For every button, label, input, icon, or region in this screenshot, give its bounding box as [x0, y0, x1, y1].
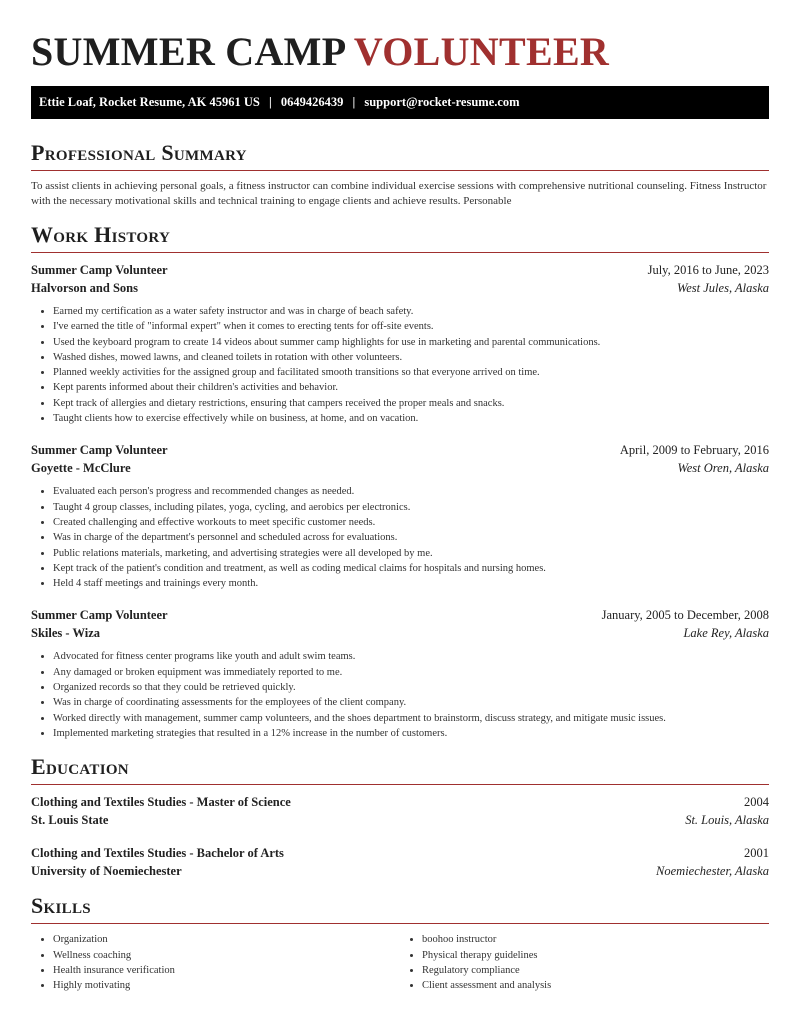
contact-email: support@rocket-resume.com — [364, 95, 520, 109]
section-title-skills: Skills — [31, 893, 91, 919]
job-position: Summer Camp Volunteer — [31, 443, 168, 458]
skill-item: • Highly motivating — [53, 978, 400, 993]
job-bullet: • Kept parents informed about their children's activities and behavior. — [53, 380, 769, 395]
skills-columns — [31, 932, 769, 993]
skills-section — [31, 892, 769, 993]
job-company: Halvorson and Sons — [31, 281, 138, 295]
job-bullet: • Planned weekly activities for the assigned group and facilitated smooth transitions so that everyone arrived on time. — [53, 365, 769, 380]
skill-item: • boohoo instructor — [422, 932, 769, 947]
resume-title — [31, 0, 769, 78]
job-bullet: • Evaluated each person's progress and recommended changes as needed. — [53, 484, 769, 499]
job-position: Summer Camp Volunteer — [31, 608, 168, 623]
education-location: Noemiechester, Alaska — [656, 864, 769, 879]
job-bullet: • I've earned the title of "informal expert" when it comes to erecting tents for off-site events. — [53, 319, 769, 334]
section-divider — [31, 170, 769, 171]
job-company: Skiles - Wiza — [31, 626, 100, 641]
job-bullet: • Kept track of allergies and dietary restrictions, ensuring that campers received the proper meals and snacks. — [53, 396, 769, 411]
work-history-section — [31, 221, 769, 741]
skills-list-left — [31, 932, 400, 993]
section-title-work-history: Work History — [31, 222, 171, 247]
contact-separator: | — [352, 95, 356, 109]
education-section — [31, 753, 769, 880]
job-location: West Jules, Alaska — [676, 281, 769, 295]
contact-bar — [31, 86, 769, 119]
job-bullet: • Taught 4 group classes, including pilates, yoga, cycling, and aerobics per electronics. — [53, 500, 769, 515]
job-bullet: • Washed dishes, mowed lawns, and cleaned toilets in rotation with other volunteers. — [53, 350, 769, 365]
job-dates: July, 2016 to June, 2023 — [647, 263, 769, 277]
job-position: Summer Camp Volunteer — [31, 263, 168, 277]
job-bullets — [31, 649, 769, 741]
contact-separator: | — [268, 95, 272, 109]
skills-list-right — [400, 932, 769, 993]
contact-phone: 0649426439 — [280, 95, 344, 109]
section-divider — [31, 923, 769, 924]
job-bullet: • Created challenging and effective workouts to meet specific customer needs. — [53, 515, 769, 530]
skill-item: • Wellness coaching — [53, 948, 400, 963]
job-entry — [31, 441, 769, 591]
skill-item: • Regulatory compliance — [422, 963, 769, 978]
job-bullet: • Worked directly with management, summer camp volunteers, and the shoes department to brainstorm, discuss strategy, and mitigate music issues. — [53, 711, 769, 726]
education-year: 2001 — [744, 846, 769, 861]
job-entry — [31, 606, 769, 741]
contact-address: Ettie Loaf, Rocket Resume, AK 45961 US — [39, 95, 260, 109]
education-entry — [31, 844, 769, 880]
section-divider — [31, 252, 769, 253]
section-title-summary: Professional Summary — [31, 140, 247, 165]
skill-item: • Physical therapy guidelines — [422, 948, 769, 963]
summary-section — [31, 139, 769, 209]
job-bullet: • Public relations materials, marketing, and advertising strategies were all developed by me. — [53, 546, 769, 561]
job-bullet: • Earned my certification as a water safety instructor and was in charge of beach safety. — [53, 304, 769, 319]
job-bullet: • Taught clients how to exercise effectively while on business, at home, and on vacation. — [53, 411, 769, 426]
education-location: St. Louis, Alaska — [685, 813, 769, 828]
job-location: Lake Rey, Alaska — [683, 626, 769, 641]
education-entry — [31, 793, 769, 829]
job-bullet: • Any damaged or broken equipment was immediately reported to me. — [53, 665, 769, 680]
education-degree: Clothing and Textiles Studies - Master of Science — [31, 795, 291, 810]
education-school: St. Louis State — [31, 813, 109, 828]
job-bullet: • Used the keyboard program to create 14 videos about summer camp highlights for use in marketing and parental communications. — [53, 335, 769, 350]
section-divider — [31, 784, 769, 785]
job-dates: January, 2005 to December, 2008 — [601, 608, 769, 623]
title-part1: SUMMER CAMP — [31, 29, 345, 74]
education-year: 2004 — [744, 795, 769, 810]
job-bullet: • Advocated for fitness center programs like youth and adult swim teams. — [53, 649, 769, 664]
job-location: West Oren, Alaska — [677, 461, 769, 476]
job-entry — [31, 261, 769, 426]
job-bullet: • Organized records so that they could be retrieved quickly. — [53, 680, 769, 695]
job-bullets — [31, 304, 769, 426]
education-degree: Clothing and Textiles Studies - Bachelor of Arts — [31, 846, 284, 861]
title-part2: VOLUNTEER — [353, 29, 610, 74]
summary-text: To assist clients in achieving personal goals, a fitness instructor can combine individual exercise sessions with comprehensive nutritional counseling. Fitness Instructor with the necessary motivational skills and technical training to engage clients and achieve results. Personable — [31, 180, 767, 207]
section-title-education: Education — [31, 754, 129, 780]
job-bullets — [31, 484, 769, 591]
job-bullet: • Held 4 staff meetings and trainings every month. — [53, 576, 769, 591]
job-bullet: • Implemented marketing strategies that resulted in a 12% increase in the number of customers. — [53, 726, 769, 741]
education-school: University of Noemiechester — [31, 864, 182, 879]
job-company: Goyette - McClure — [31, 461, 131, 476]
job-dates: April, 2009 to February, 2016 — [619, 443, 769, 458]
skill-item: • Client assessment and analysis — [422, 978, 769, 993]
job-bullet: • Kept track of the patient's condition and treatment, as well as coding medical claims for hospitals and nursing homes. — [53, 561, 769, 576]
job-bullet: • Was in charge of the department's personnel and scheduled across for evaluations. — [53, 530, 769, 545]
job-bullet: • Was in charge of coordinating assessments for the employees of the client company. — [53, 695, 769, 710]
skill-item: • Health insurance verification — [53, 963, 400, 978]
skill-item: • Organization — [53, 932, 400, 947]
